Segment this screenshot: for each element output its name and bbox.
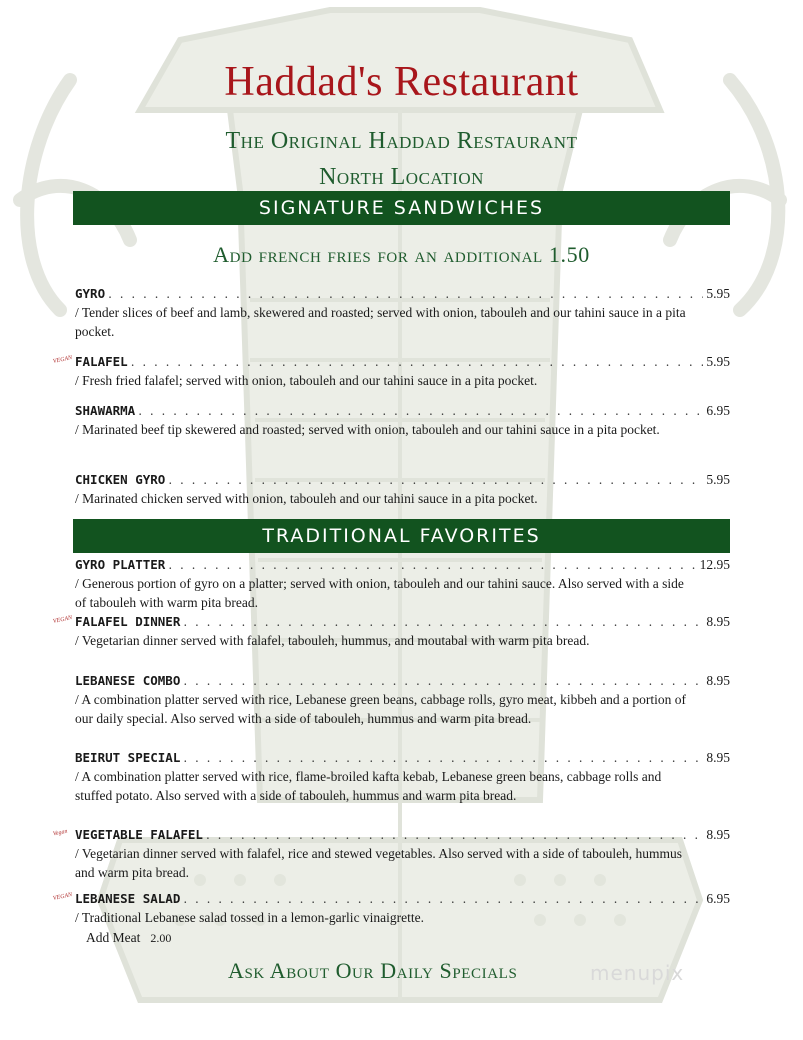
leader-dots: [183, 613, 703, 631]
item-description: / Vegetarian dinner served with falafel, tabouleh, hummus, and moutabal with warm pita bread.: [75, 633, 590, 648]
fries-note: Add french fries for an additional 1.50: [213, 242, 590, 267]
menu-item: [52, 890, 730, 927]
menu-item: [52, 826, 730, 882]
menu-item: [52, 613, 730, 650]
menu-item: [52, 353, 730, 390]
item-name: LEBANESE SALAD: [75, 891, 181, 906]
item-name: GYRO PLATTER: [75, 557, 166, 572]
daily-specials-footer: Ask About Our Daily Specials: [228, 958, 518, 983]
subtitle-line-2: North Location: [319, 164, 484, 190]
watermark: menupix: [590, 961, 685, 985]
item-name: LEBANESE COMBO: [75, 673, 181, 688]
item-description: / Traditional Lebanese salad tossed in a lemon-garlic vinaigrette.: [75, 910, 425, 925]
item-price: 8.95: [706, 673, 730, 688]
subtitle-line-1: The Original Haddad Restaurant: [225, 128, 578, 154]
item-price: 5.95: [706, 286, 730, 301]
leader-dots: [168, 556, 696, 574]
item-name: GYRO: [75, 286, 106, 301]
item-name: CHICKEN GYRO: [75, 472, 166, 487]
vegan-stamp: VEGAN: [52, 892, 73, 902]
item-price: 6.95: [706, 891, 730, 906]
item-price: 12.95: [699, 557, 730, 572]
leader-dots: [183, 890, 703, 908]
leader-dots: [206, 826, 703, 844]
leader-dots: [168, 471, 703, 489]
item-description: / Tender slices of beef and lamb, skewered and roasted; served with onion, tabouleh and our tahini sauce in a pita pocket.: [75, 305, 686, 339]
menu-item: [75, 285, 730, 341]
item-name: FALAFEL DINNER: [75, 614, 181, 629]
item-price: 8.95: [706, 827, 730, 842]
item-description: / Marinated beef tip skewered and roasted; served with onion, tabouleh and our tahini sauce in a pita pocket.: [75, 422, 660, 437]
leader-dots: [131, 353, 704, 371]
item-name: SHAWARMA: [75, 403, 136, 418]
vegan-stamp: Vegan: [52, 828, 69, 838]
leader-dots: [108, 285, 703, 303]
item-description: / Generous portion of gyro on a platter; served with onion, tabouleh and our tahini sauce. Also served with a side of tabouleh with warm pita bread.: [75, 576, 684, 610]
section-heading-sandwiches: SIGNATURE SANDWICHES: [73, 191, 730, 225]
item-name: BEIRUT SPECIAL: [75, 750, 181, 765]
leader-dots: [183, 749, 703, 767]
menu-item: [75, 471, 730, 508]
add-meat-price: 2.00: [150, 931, 172, 945]
item-description: / Vegetarian dinner served with falafel, rice and stewed vegetables. Also served with a side of tabouleh, hummus and warm pita bread.: [75, 846, 683, 880]
item-name: FALAFEL: [75, 354, 128, 369]
leader-dots: [183, 672, 703, 690]
vegan-stamp: VEGAN: [52, 615, 73, 625]
item-description: / A combination platter served with rice, Lebanese green beans, cabbage rolls, gyro meat, kibbeh and a portion of our daily special. Also served with a side of tabouleh, hummus and warm pita bread.: [75, 692, 687, 726]
menu-item: [75, 402, 730, 439]
item-price: 5.95: [706, 354, 730, 369]
item-price: 5.95: [706, 472, 730, 487]
item-price: 6.95: [706, 403, 730, 418]
section-heading-favorites: TRADITIONAL FAVORITES: [73, 519, 730, 553]
vegan-stamp: VEGAN: [52, 355, 73, 365]
add-meat-option: [86, 930, 171, 946]
item-description: / A combination platter served with rice, flame-broiled kafta kebab, Lebanese green beans, cabbage rolls and stuffed potato. Also served with a side of tabouleh, hummus and warm pita bread.: [75, 769, 662, 803]
menu-item: [75, 556, 730, 612]
menu-item: [75, 749, 730, 805]
add-meat-label: Add Meat: [86, 930, 141, 945]
item-description: / Fresh fried falafel; served with onion, tabouleh and our tahini sauce in a pita pocket.: [75, 373, 538, 388]
item-price: 8.95: [706, 750, 730, 765]
leader-dots: [138, 402, 703, 420]
item-price: 8.95: [706, 614, 730, 629]
item-name: VEGETABLE FALAFEL: [75, 827, 203, 842]
menu-item: [75, 672, 730, 728]
item-description: / Marinated chicken served with onion, tabouleh and our tahini sauce in a pita pocket.: [75, 491, 538, 506]
restaurant-title: Haddad's Restaurant: [224, 59, 579, 105]
